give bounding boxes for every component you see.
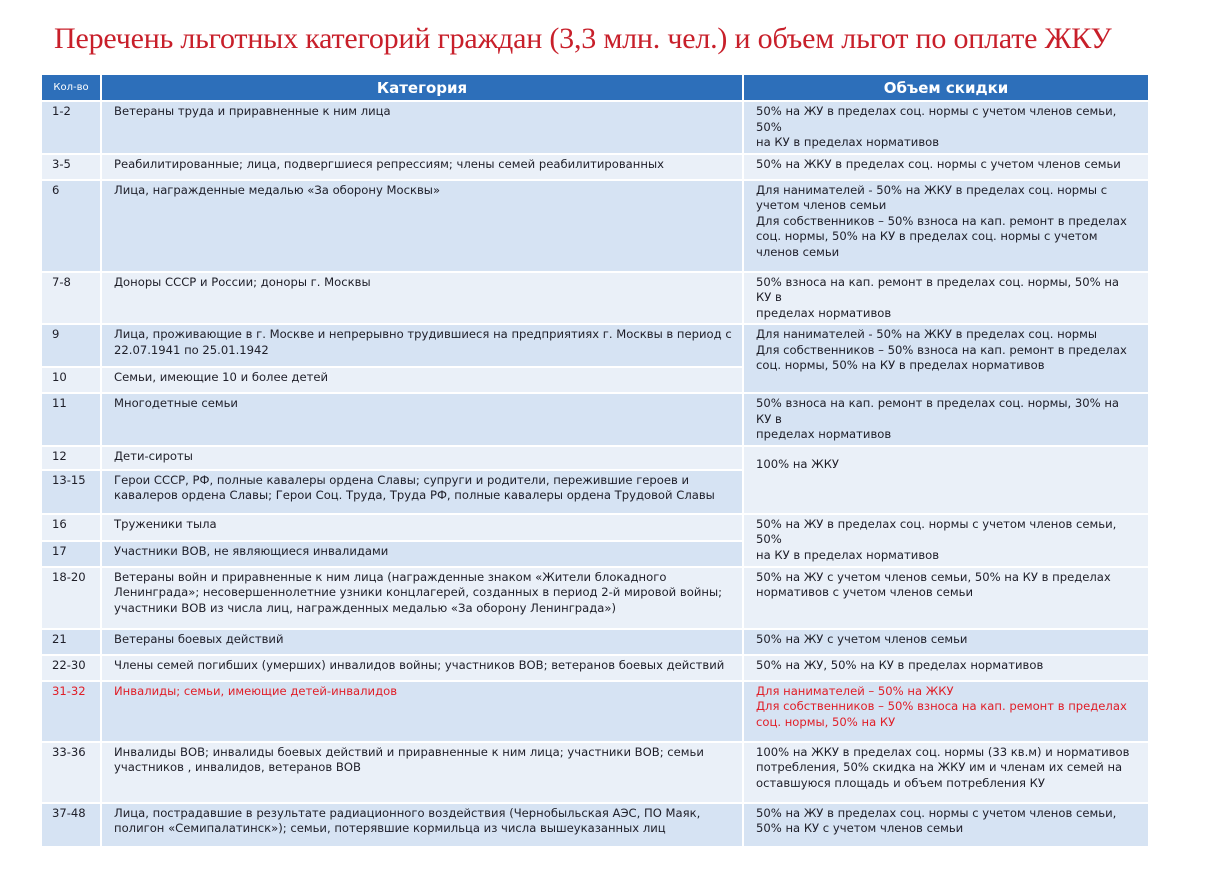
discount-line: Для собственников – 50% взноса на кап. ремонт в пределах	[756, 699, 1127, 713]
row-count: 33-36	[42, 743, 100, 802]
discount-line: на КУ в пределах нормативов	[756, 547, 940, 562]
row-discount	[744, 102, 1148, 153]
table-row	[42, 656, 1148, 680]
row-discount	[744, 181, 1148, 271]
row-category: Лица, награжденные медалью «За оборону Москвы»	[102, 181, 742, 271]
table-row	[42, 394, 1148, 445]
category-line: Ленинграда»; несовершеннолетние узники концлагерей, созданных в период 2-й мировой войны;	[114, 585, 722, 599]
row-category	[102, 568, 742, 628]
table-row	[42, 181, 1148, 271]
row-category: Семьи, имеющие 10 и более детей	[102, 368, 742, 392]
row-discount	[744, 515, 1148, 566]
table-row	[42, 447, 1148, 469]
row-count: 31-32	[42, 682, 100, 741]
row-category: Члены семей погибших (умерших) инвалидов войны; участников ВОВ; ветеранов боевых действий	[102, 656, 742, 680]
discount-line: Для нанимателей – 50% на ЖКУ	[756, 683, 954, 698]
discount-line: Для собственников – 50% взноса на кап. ремонт в пределах	[756, 213, 1127, 228]
discount-line: пределах нормативов	[756, 305, 892, 320]
row-category: Труженики тыла	[102, 515, 742, 540]
discount-line: пределах нормативов	[756, 427, 892, 441]
table-row	[42, 630, 1148, 654]
discount-line: 50% взноса на кап. ремонт в пределах соц. нормы, 30% на КУ в	[756, 396, 1120, 426]
row-count: 16	[42, 515, 100, 540]
row-discount	[744, 273, 1148, 324]
category-line: Лица, пострадавшие в результате радиационного воздействия (Чернобыльская АЭС, ПО Маяк,	[114, 805, 701, 820]
discount-line: 50% на ЖУ с учетом членов семьи	[756, 631, 968, 646]
row-category: Участники ВОВ, не являющиеся инвалидами	[102, 542, 742, 566]
row-category: Инвалиды; семьи, имеющие детей-инвалидов	[102, 682, 742, 741]
category-line: 22.07.1941 по 25.01.1942	[114, 342, 269, 357]
row-discount	[744, 804, 1148, 846]
category-line: кавалеров ордена Славы; Герои Соц. Труда, Труда РФ, полные кавалеры ордена Трудовой Славы	[114, 488, 715, 502]
row-count: 12	[42, 447, 100, 469]
discount-line: потребления, 50% скидка на ЖКУ им и членам их семей на	[756, 760, 1123, 774]
row-discount	[744, 447, 1148, 513]
discount-line: Для нанимателей - 50% на ЖКУ в пределах соц. нормы	[756, 327, 1098, 341]
table-header	[42, 75, 1148, 100]
table-row	[42, 804, 1148, 846]
row-count: 13-15	[42, 471, 100, 513]
row-category: Многодетные семьи	[102, 394, 742, 445]
header-count: Кол-во	[42, 75, 100, 100]
category-line: Ветераны войн и приравненные к ним лица (награжденные знаком «Жители блокадного	[114, 569, 667, 584]
page-title: Перечень льготных категорий граждан (3,3 млн. чел.) и объем льгот по оплате ЖКУ	[54, 22, 1112, 55]
row-count: 37-48	[42, 804, 100, 846]
row-count: 6	[42, 181, 100, 271]
row-count: 22-30	[42, 656, 100, 680]
discount-line: 50% на КУ с учетом членов семьи	[756, 821, 964, 835]
row-discount	[744, 568, 1148, 628]
discount-line: учетом членов семьи	[756, 198, 887, 212]
header-category: Категория	[102, 75, 742, 100]
row-category: Ветераны труда и приравненные к ним лица	[102, 102, 742, 153]
row-count: 18-20	[42, 568, 100, 628]
discount-line: нормативов с учетом членов семьи	[756, 585, 974, 599]
discount-line: 50% взноса на кап. ремонт в пределах соц. нормы, 50% на КУ в	[756, 274, 1120, 304]
table-row	[42, 273, 1148, 324]
row-category: Доноры СССР и России; доноры г. Москвы	[102, 273, 742, 324]
row-count: 11	[42, 394, 100, 445]
discount-line: соц. нормы, 50% на КУ в пределах соц. нормы с учетом	[756, 229, 1098, 243]
category-line: Инвалиды ВОВ; инвалиды боевых действий и приравненные к ним лица; участники ВОВ; семьи	[114, 744, 704, 759]
row-discount	[744, 155, 1148, 179]
discount-line: 50% на ЖУ в пределах соц. нормы с учетом членов семьи,	[756, 805, 1117, 820]
discount-line: соц. нормы, 50% на КУ в пределах нормативов	[756, 358, 1045, 372]
discount-line: 100% на ЖКУ	[756, 456, 839, 471]
category-line: Герои СССР, РФ, полные кавалеры ордена Славы; супруги и родители, пережившие героев и	[114, 472, 690, 487]
row-count: 1-2	[42, 102, 100, 153]
table-row	[42, 155, 1148, 179]
row-category	[102, 471, 742, 513]
row-discount	[744, 394, 1148, 445]
row-discount	[744, 325, 1148, 392]
row-discount	[744, 682, 1148, 741]
table-row	[42, 682, 1148, 741]
discount-line: 100% на ЖКУ в пределах соц. нормы (33 кв.м) и нормативов	[756, 744, 1130, 759]
discount-line: 50% на ЖУ, 50% на КУ в пределах нормативов	[756, 657, 1044, 672]
row-count: 9	[42, 325, 100, 366]
row-count: 21	[42, 630, 100, 654]
discount-line: оставшуюся площадь и объем потребления КУ	[756, 775, 1045, 790]
category-line: полигон «Семипалатинск»); семьи, потерявшие кормильца из числа вышеуказанных лиц	[114, 821, 666, 835]
discount-line: 50% на ЖУ в пределах соц. нормы с учетом членов семьи, 50%	[756, 516, 1117, 546]
discount-line: соц. нормы, 50% на КУ	[756, 714, 896, 729]
discount-line: Для собственников – 50% взноса на кап. ремонт в пределах	[756, 342, 1127, 357]
row-category: Дети-сироты	[102, 447, 742, 469]
table-row	[42, 515, 1148, 540]
table-row	[42, 743, 1148, 802]
table-row	[42, 102, 1148, 153]
discount-line: 50% на ЖКУ в пределах соц. нормы с учетом членов семьи	[756, 156, 1121, 171]
discount-line: членов семьи	[756, 244, 840, 259]
category-line: участники ВОВ из числа лиц, награжденных медалью «За оборону Ленинграда»)	[114, 600, 617, 615]
row-category	[102, 325, 742, 366]
discount-line: на КУ в пределах нормативов	[756, 135, 940, 149]
row-discount	[744, 656, 1148, 680]
row-category: Реабилитированные; лица, подвергшиеся репрессиям; члены семей реабилитированных	[102, 155, 742, 179]
row-category: Ветераны боевых действий	[102, 630, 742, 654]
discount-line: 50% на ЖУ с учетом членов семьи, 50% на КУ в пределах	[756, 569, 1111, 584]
discount-line: 50% на ЖУ в пределах соц. нормы с учетом членов семьи, 50%	[756, 104, 1117, 134]
header-discount: Объем скидки	[744, 75, 1148, 100]
table-row	[42, 568, 1148, 628]
row-category	[102, 804, 742, 846]
row-count: 3-5	[42, 155, 100, 179]
category-line: участников , инвалидов, ветеранов ВОВ	[114, 760, 361, 774]
row-count: 7-8	[42, 273, 100, 324]
row-discount	[744, 630, 1148, 654]
category-line: Лица, проживающие в г. Москве и непрерывно трудившиеся на предприятиях г. Москвы в период с	[114, 327, 732, 341]
table-row	[42, 325, 1148, 366]
benefits-table	[40, 73, 1150, 848]
discount-line: Для нанимателей - 50% на ЖКУ в пределах соц. нормы с	[756, 182, 1108, 197]
row-count: 17	[42, 542, 100, 566]
row-discount	[744, 743, 1148, 802]
row-category	[102, 743, 742, 802]
row-count: 10	[42, 368, 100, 392]
